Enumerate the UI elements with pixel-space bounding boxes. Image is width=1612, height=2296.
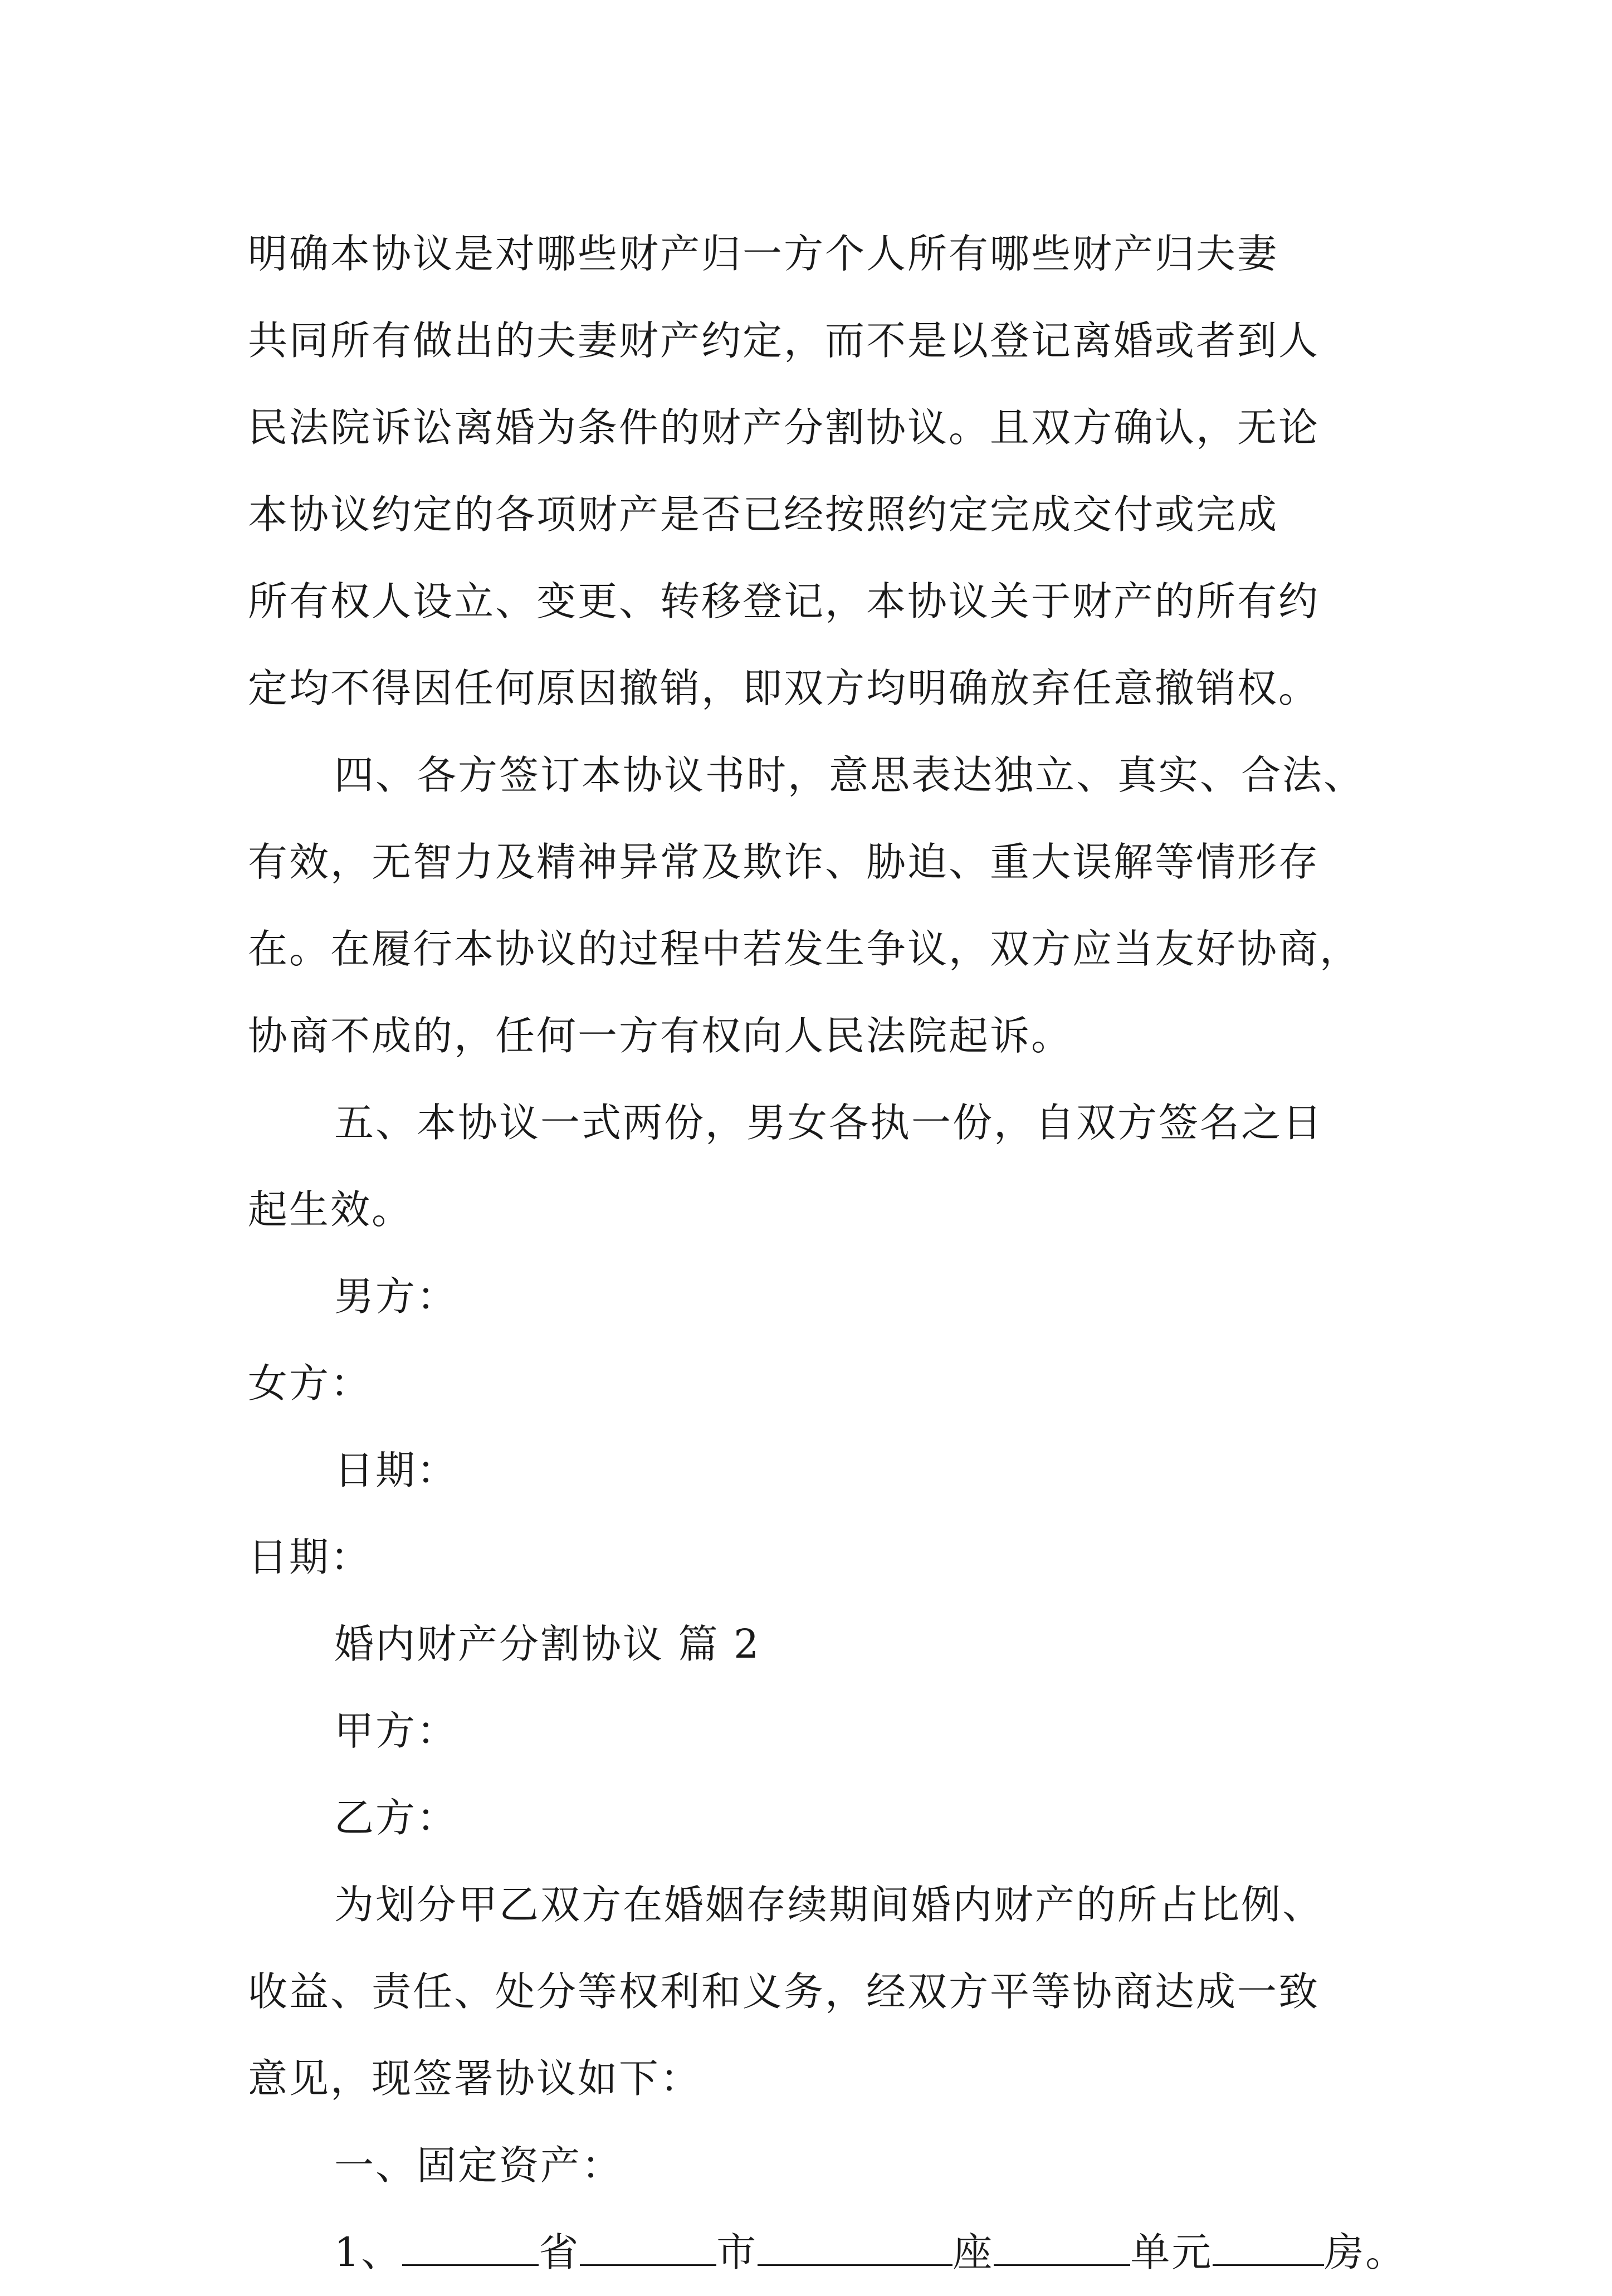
- document-body: [248, 211, 1407, 2296]
- address-prefix: 1、: [334, 2229, 403, 2275]
- fixed-assets-heading: 一、固定资产：: [334, 2142, 623, 2188]
- date-label: 日期：: [248, 1534, 372, 1580]
- paragraph-line: 协商不成的，任何一方有权向人民法院起诉。: [248, 1013, 1073, 1059]
- paragraph-line: 收益、责任、处分等权利和义务，经双方平等协商达成一致: [248, 1968, 1320, 2015]
- paragraph-line: 本协议约定的各项财产是否已经按照约定完成交付或完成: [248, 491, 1279, 538]
- paragraph-line: 明确本协议是对哪些财产归一方个人所有哪些财产归夫妻: [248, 231, 1279, 277]
- female-party-label: 女方：: [248, 1360, 372, 1406]
- city-blank: [580, 2232, 716, 2266]
- paragraph-line: 意见，现签署协议如下：: [248, 2055, 702, 2102]
- intro-line: 为划分甲乙双方在婚姻存续期间婚内财产的所占比例、: [334, 1882, 1324, 1928]
- date-label: 日期：: [334, 1447, 458, 1493]
- building-blank: [758, 2232, 952, 2266]
- clause-four-line: 四、各方签订本协议书时，意思表达独立、真实、合法、: [334, 752, 1365, 798]
- paragraph-line: 在。在履行本协议的过程中若发生争议，双方应当友好协商，: [248, 926, 1361, 972]
- male-party-label: 男方：: [334, 1273, 458, 1320]
- party-b-label: 乙方：: [334, 1795, 458, 1841]
- room-label: 房。: [1324, 2229, 1407, 2275]
- province-blank: [402, 2232, 539, 2266]
- clause-five-line: 五、本协议一式两份，男女各执一份，自双方签名之日: [334, 1100, 1324, 1146]
- building-label: 座: [952, 2229, 994, 2275]
- paragraph-line: 共同所有做出的夫妻财产约定，而不是以登记离婚或者到人: [248, 317, 1320, 364]
- province-label: 省: [539, 2229, 580, 2275]
- party-a-label: 甲方：: [334, 1708, 458, 1754]
- unit-blank: [994, 2232, 1130, 2266]
- room-blank: [1213, 2232, 1324, 2266]
- paragraph-line: 起生效。: [248, 1186, 413, 1233]
- paragraph-line: 所有权人设立、变更、转移登记，本协议关于财产的所有约: [248, 578, 1320, 624]
- section-title: 婚内财产分割协议 篇 2: [334, 1621, 761, 1667]
- paragraph-line: 定均不得因任何原因撤销，即双方均明确放弃任意撤销权。: [248, 665, 1320, 711]
- unit-label: 单元: [1130, 2229, 1213, 2275]
- paragraph-line: 有效，无智力及精神异常及欺诈、胁迫、重大误解等情形存: [248, 839, 1320, 885]
- address-line: [248, 2209, 1407, 2296]
- paragraph-line: 民法院诉讼离婚为条件的财产分割协议。且双方确认，无论: [248, 404, 1320, 451]
- city-label: 市: [716, 2229, 758, 2275]
